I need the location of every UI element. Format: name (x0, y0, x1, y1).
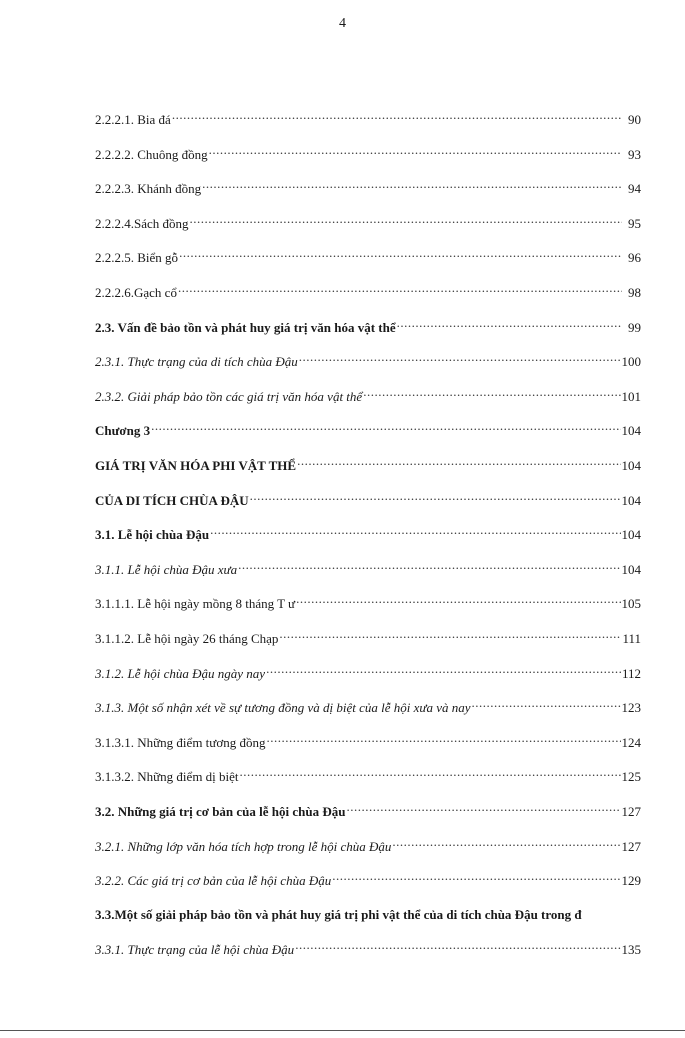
toc-page: 104 (621, 527, 641, 542)
page-number: 4 (339, 16, 346, 31)
toc-label: 2.3.1. Thực trạng của di tích chùa Đậu (95, 354, 298, 369)
dot-leader (179, 248, 622, 262)
toc-page: 135 (621, 942, 641, 957)
toc-entry (95, 837, 641, 856)
toc-label: 2.2.2.3. Khánh đồng (95, 181, 202, 196)
dot-leader (346, 802, 620, 816)
toc-label: 3.3.Một số giải pháp bảo tồn và phát huy giá trị phi vật thể của di tích chùa Đậu trong đ (95, 907, 582, 922)
toc-label: 3.2.1. Những lớp văn hóa tích hợp trong lễ hội chùa Đậu (95, 839, 392, 854)
toc-entry (95, 179, 641, 198)
dot-leader (190, 214, 622, 228)
dot-leader (295, 940, 620, 954)
toc-entry (95, 629, 641, 648)
toc-entry (95, 940, 641, 959)
toc-label: 2.2.2.4.Sách đồng (95, 216, 189, 231)
dot-leader (209, 145, 622, 159)
dot-leader (332, 871, 620, 885)
toc-entry (95, 664, 641, 683)
toc-label: 3.2.2. Các giá trị cơ bản của lễ hội chùa Đậu (95, 873, 332, 888)
toc-entry (95, 491, 641, 510)
toc-label: 2.3. Vấn đề bảo tồn và phát huy giá trị văn hóa vật thể (95, 320, 396, 335)
toc-label: 2.2.2.1. Bia đá (95, 112, 171, 127)
toc-entry (95, 733, 641, 752)
toc-page: 129 (621, 873, 641, 888)
toc-page: 104 (621, 423, 641, 438)
dot-leader (202, 179, 622, 193)
toc-page: 104 (621, 458, 641, 473)
toc-entry (95, 421, 641, 440)
dot-leader (392, 837, 620, 851)
toc-label: 3.3.1. Thực trạng của lễ hội chùa Đậu (95, 942, 295, 957)
toc-page: 101 (621, 389, 641, 404)
toc-entry (95, 525, 641, 544)
toc-label: CỦA DI TÍCH CHÙA ĐẬU (95, 493, 249, 508)
dot-leader (297, 456, 620, 470)
toc-page: 105 (621, 596, 641, 611)
dot-leader (266, 664, 621, 678)
toc-page: 127 (621, 804, 641, 819)
toc-entry (95, 248, 641, 267)
toc-entry (95, 560, 641, 579)
dot-leader (240, 767, 621, 781)
dot-leader (472, 698, 621, 712)
toc-label: 2.3.2. Giải pháp bảo tồn các giá trị văn hóa vật thể (95, 389, 363, 404)
toc-page: 127 (621, 839, 641, 854)
dot-leader (178, 283, 622, 297)
toc-entry (95, 318, 641, 337)
toc-entry (95, 767, 641, 786)
toc-entry (95, 871, 641, 890)
toc-page: 93 (628, 147, 641, 162)
toc-label: 3.1.2. Lễ hội chùa Đậu ngày nay (95, 666, 266, 681)
dot-leader (238, 560, 620, 574)
toc-entry (95, 594, 641, 613)
toc-label: 2.2.2.5. Biển gỗ (95, 250, 179, 265)
toc-page: 98 (628, 285, 641, 300)
dot-leader (299, 352, 621, 366)
dot-leader (266, 733, 620, 747)
dot-leader (397, 318, 622, 332)
dot-leader (210, 525, 620, 539)
toc-label: 3.1.3.1. Những điểm tương đồng (95, 735, 266, 750)
toc-page: 125 (621, 769, 641, 784)
toc-label: 3.1.1.2. Lễ hội ngày 26 tháng Chạp (95, 631, 279, 646)
toc-entry (95, 214, 641, 233)
dot-leader (296, 594, 620, 608)
dot-leader (279, 629, 621, 643)
toc-label: 3.1.3. Một số nhận xét về sự tương đồng và dị biệt của lễ hội xưa và nay (95, 700, 471, 715)
toc-page: 94 (628, 181, 641, 196)
dot-leader (172, 110, 622, 124)
toc-page: 112 (621, 666, 641, 681)
toc-entry (95, 387, 641, 406)
toc-entry (95, 456, 641, 475)
toc-entry (95, 802, 641, 821)
toc-entry (95, 283, 641, 302)
toc-label: 3.1. Lễ hội chùa Đậu (95, 527, 210, 542)
toc-label: 2.2.2.2. Chuông đồng (95, 147, 208, 162)
toc-entry (95, 698, 641, 717)
dot-leader (363, 387, 620, 401)
toc-label: 3.2. Những giá trị cơ bản của lễ hội chùa Đậu (95, 804, 346, 819)
toc-entry (95, 145, 641, 164)
toc-entry (95, 110, 641, 129)
toc-label: 3.1.1.1. Lễ hội ngày mồng 8 tháng T ư (95, 596, 296, 611)
toc-label: 3.1.1. Lễ hội chùa Đậu xưa (95, 562, 238, 577)
toc-label: 2.2.2.6.Gạch cổ (95, 285, 177, 300)
toc-label: 3.1.3.2. Những điểm dị biệt (95, 769, 239, 784)
bottom-rule (0, 1030, 685, 1031)
toc-page: 123 (621, 700, 641, 715)
toc-page: 104 (621, 493, 641, 508)
toc-page: 96 (628, 250, 641, 265)
toc-label: Chương 3 (95, 423, 151, 438)
toc-page: 90 (628, 112, 641, 127)
dot-leader (250, 491, 621, 505)
toc-page: 100 (621, 354, 641, 369)
toc-page: 111 (622, 631, 641, 646)
toc-page: 99 (628, 320, 641, 335)
toc-page: 124 (621, 735, 641, 750)
toc-label: GIÁ TRỊ VĂN HÓA PHI VẬT THỂ (95, 458, 297, 473)
toc-page: 104 (621, 562, 641, 577)
toc-page: 95 (628, 216, 641, 231)
toc-entry (95, 352, 641, 371)
dot-leader (151, 421, 620, 435)
toc-entry (95, 906, 685, 924)
